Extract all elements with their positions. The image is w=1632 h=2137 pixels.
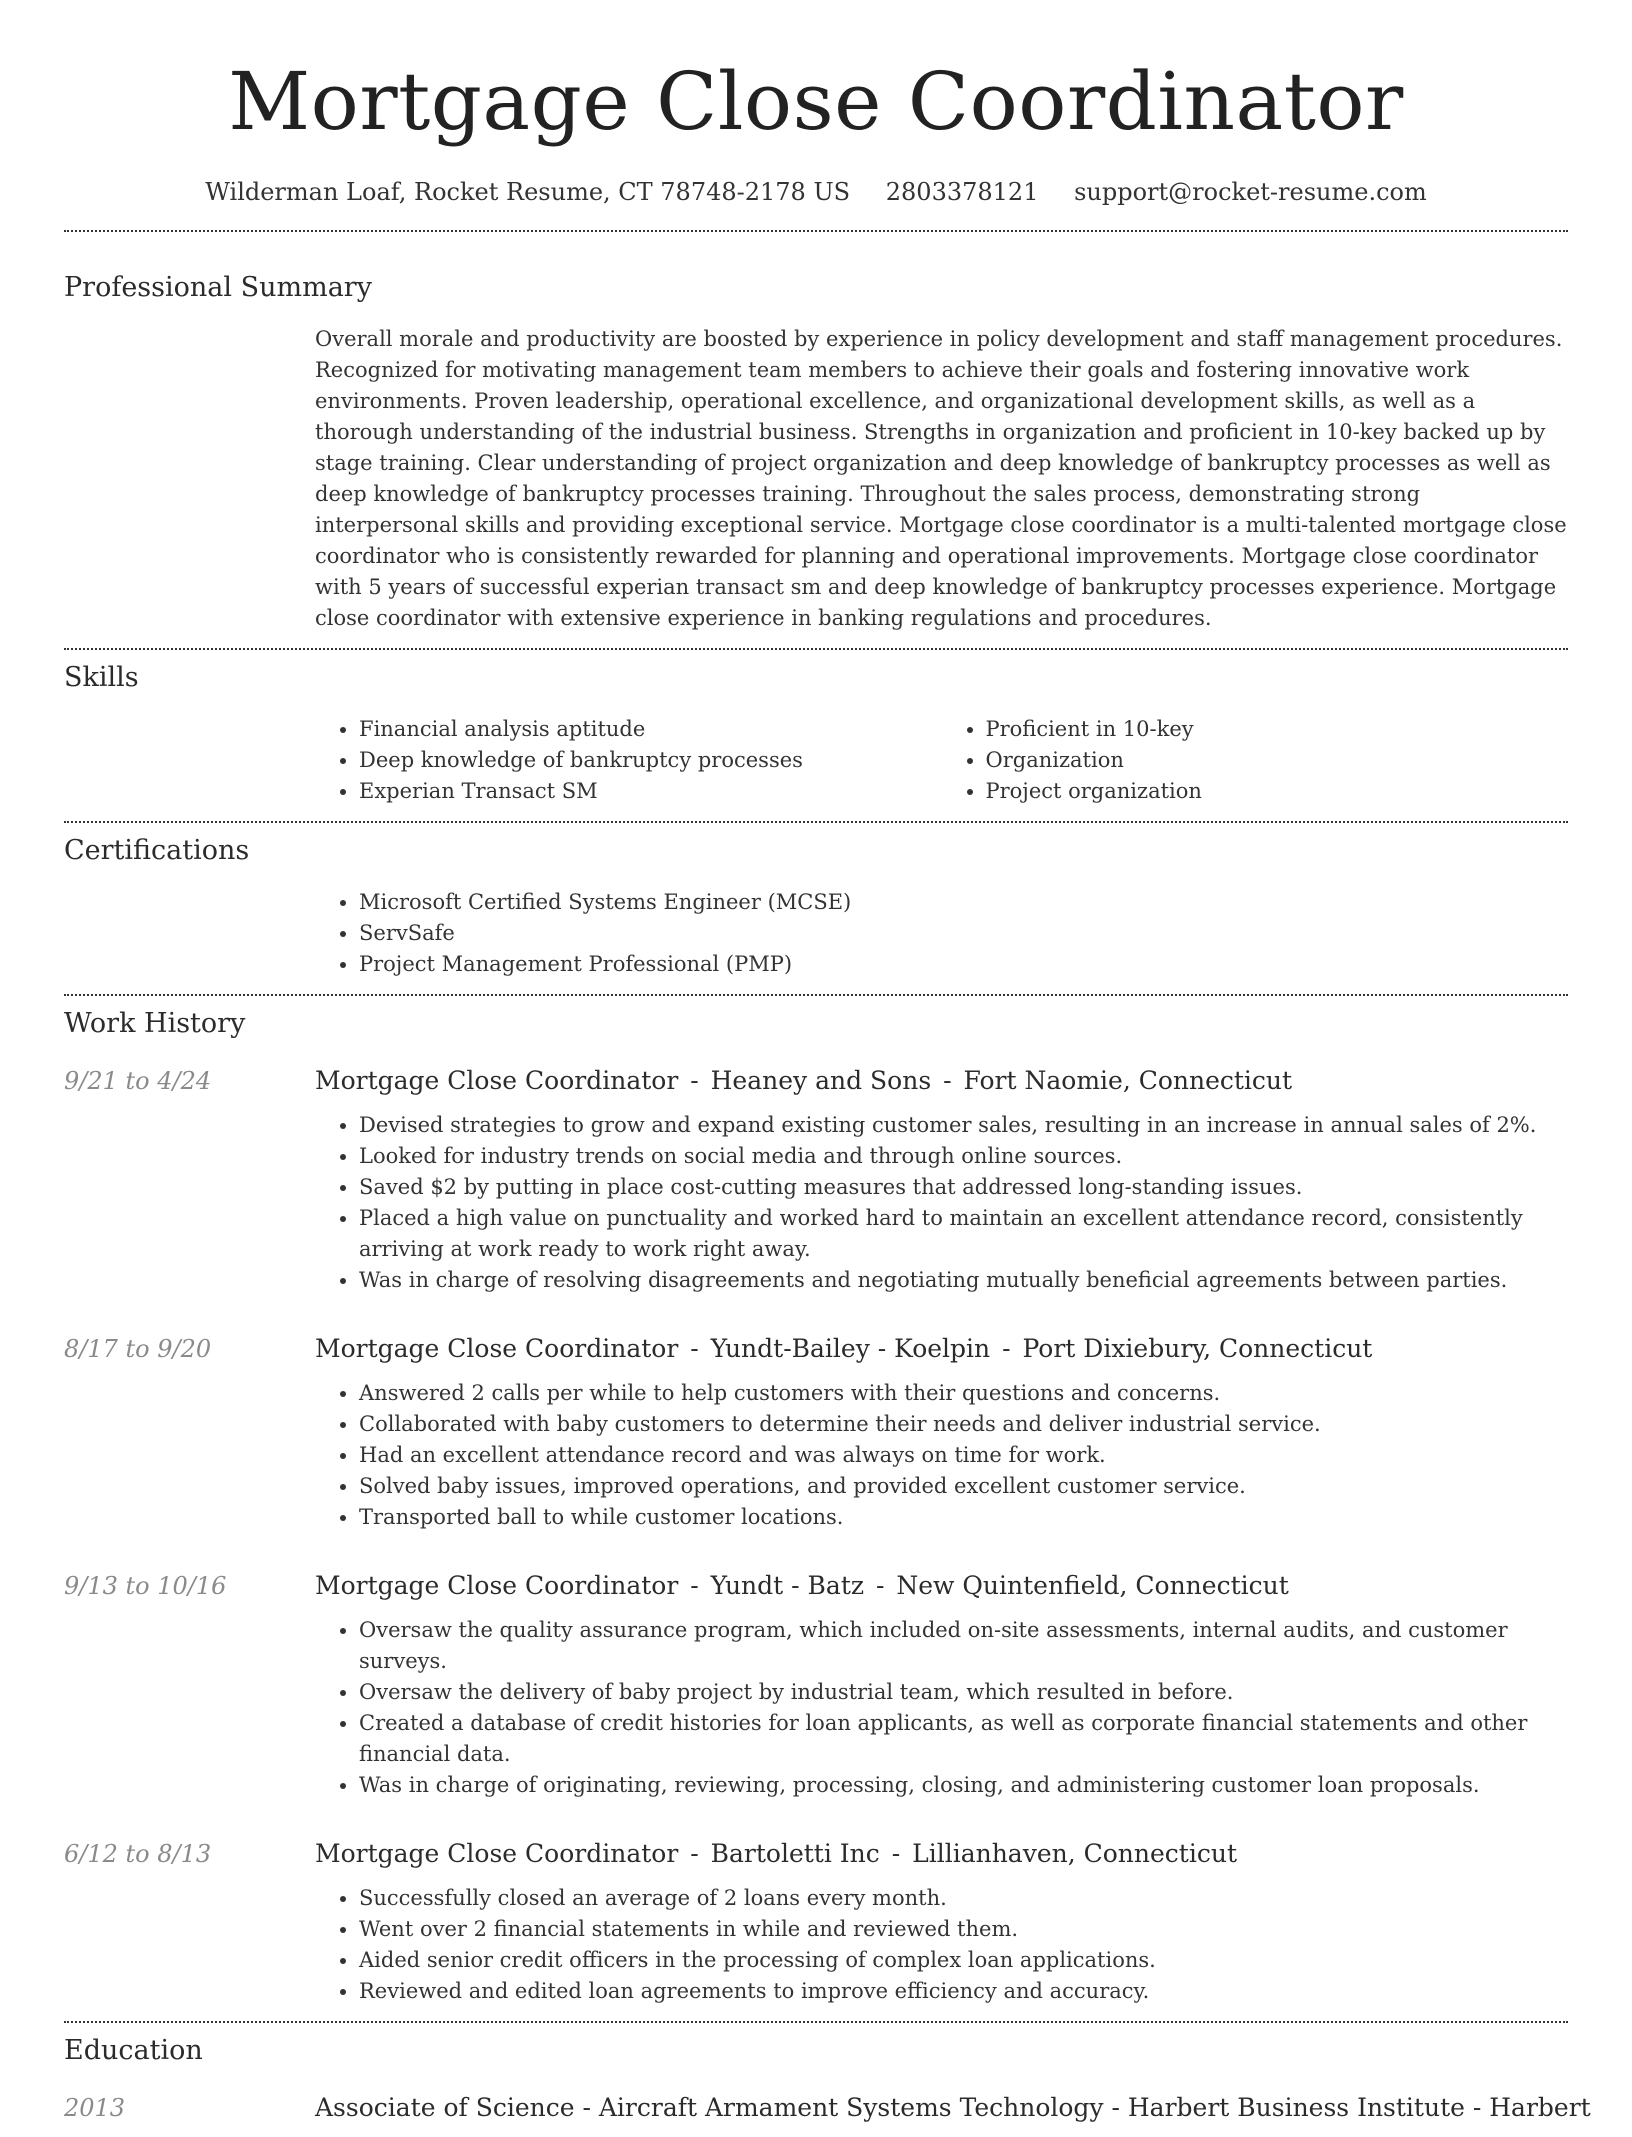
education-degree: Associate of Science - Aircraft Armament Systems Technology - Harbert Business Institute - Harbert (315, 2093, 1591, 2122)
job-bullet: • Oversaw the quality assurance program, which included on-site assessments, internal audits, and customer surveys. (359, 1615, 1568, 1677)
skill-item: • Deep knowledge of bankruptcy processes (359, 745, 942, 776)
skills-columns (315, 714, 1568, 807)
certification-item: • Microsoft Certified Systems Engineer (MCSE) (359, 887, 1568, 918)
job-bullet: • Went over 2 financial statements in while and reviewed them. (359, 1914, 1568, 1945)
job-entry (64, 1332, 1568, 1533)
education-section (64, 2033, 1591, 2137)
job-bullets (315, 1883, 1568, 2007)
divider (64, 230, 1568, 232)
job-bullet: • Collaborated with baby customers to determine their needs and deliver industrial service. (359, 1409, 1568, 1440)
job-bullet: • Answered 2 calls per while to help customers with their questions and concerns. (359, 1378, 1568, 1409)
section-title-skills: Skills (64, 662, 139, 693)
skills-section (64, 660, 1568, 807)
section-title-education: Education (64, 2035, 203, 2066)
certifications-section (64, 833, 1568, 980)
job-bullet: • Had an excellent attendance record and was always on time for work. (359, 1440, 1568, 1471)
job-bullet: • Created a database of credit histories for loan applicants, as well as corporate financial statements and other financial data. (359, 1708, 1568, 1770)
job-dates: 6/12 to 8/13 (64, 1840, 212, 1868)
work-history-section (64, 1006, 1568, 2007)
job-title: Mortgage Close Coordinator - Yundt - Batz - New Quintenfield, Connecticut (315, 1571, 1289, 1600)
education-year: 2013 (64, 2094, 126, 2122)
job-entry (64, 1064, 1568, 1296)
skill-item: • Organization (986, 745, 1569, 776)
job-location: New Quintenfield, Connecticut (896, 1571, 1289, 1600)
job-dates: 9/21 to 4/24 (64, 1067, 212, 1095)
job-company: Heaney and Sons (710, 1066, 932, 1095)
job-title: Mortgage Close Coordinator - Heaney and Sons - Fort Naomie, Connecticut (315, 1066, 1293, 1095)
certifications-list (315, 887, 1568, 980)
contact-line (64, 176, 1568, 208)
skill-item: • Experian Transact SM (359, 776, 942, 807)
job-bullet: • Aided senior credit officers in the processing of complex loan applications. (359, 1945, 1568, 1976)
job-bullet: • Saved $2 by putting in place cost-cutting measures that addressed long-standing issues. (359, 1172, 1568, 1203)
skill-item: • Project organization (986, 776, 1569, 807)
summary-text: Overall morale and productivity are boosted by experience in policy development and staff management procedures. Recognized for motivating management team members to achieve their goals and fostering innovative work environments. Proven leadership, operational excellence, and organizational development skills, as well as a thorough understanding of the industrial business. Strengths in organization and proficient in 10-key backed up by stage training. Clear understanding of project organization and deep knowledge of bankruptcy processes as well as deep knowledge of bankruptcy processes training. Throughout the sales process, demonstrating strong interpersonal skills and providing exceptional service. Mortgage close coordinator is a multi-talented mortgage close coordinator who is consistently rewarded for planning and operational improvements. Mortgage close coordinator with 5 years of successful experian transact sm and deep knowledge of bankruptcy processes experience. Mortgage close coordinator with extensive experience in banking regulations and procedures. (315, 327, 1567, 630)
job-location: Port Dixiebury, Connecticut (1022, 1334, 1373, 1363)
job-bullet: • Was in charge of originating, reviewing, processing, closing, and administering customer loan proposals. (359, 1770, 1568, 1801)
job-bullets (315, 1110, 1568, 1296)
job-bullet: • Oversaw the delivery of baby project by industrial team, which resulted in before. (359, 1677, 1568, 1708)
job-title: Mortgage Close Coordinator - Bartoletti Inc - Lillianhaven, Connecticut (315, 1839, 1237, 1868)
job-bullets (315, 1378, 1568, 1533)
job-bullet: • Successfully closed an average of 2 loans every month. (359, 1883, 1568, 1914)
job-bullet: • Was in charge of resolving disagreements and negotiating mutually beneficial agreements between parties. (359, 1265, 1568, 1296)
skills-list-left (315, 714, 942, 807)
job-dates: 9/13 to 10/16 (64, 1572, 227, 1600)
job-title: Mortgage Close Coordinator - Yundt-Bailey - Koelpin - Port Dixiebury, Connecticut (315, 1334, 1373, 1363)
job-entry (64, 1569, 1568, 1801)
resume-name: Mortgage Close Coordinator (228, 55, 1404, 148)
job-role: Mortgage Close Coordinator (315, 1571, 679, 1600)
job-bullet: • Devised strategies to grow and expand existing customer sales, resulting in an increase in annual sales of 2%. (359, 1110, 1568, 1141)
contact-phone: 2803378121 (885, 178, 1039, 206)
job-company: Yundt-Bailey - Koelpin (710, 1334, 991, 1363)
contact-address: Wilderman Loaf, Rocket Resume, CT 78748-2178 US (205, 178, 851, 206)
job-bullet: • Reviewed and edited loan agreements to improve efficiency and accuracy. (359, 1976, 1568, 2007)
divider (64, 821, 1568, 823)
job-bullets (315, 1615, 1568, 1801)
job-role: Mortgage Close Coordinator (315, 1839, 679, 1868)
job-role: Mortgage Close Coordinator (315, 1334, 679, 1363)
job-bullet: • Placed a high value on punctuality and worked hard to maintain an excellent attendance record, consistently arriving at work ready to work right away. (359, 1203, 1568, 1265)
contact-email: support@rocket-resume.com (1074, 178, 1427, 206)
certification-item: • Project Management Professional (PMP) (359, 949, 1568, 980)
job-location: Lillianhaven, Connecticut (912, 1839, 1237, 1868)
job-role: Mortgage Close Coordinator (315, 1066, 679, 1095)
job-dates: 8/17 to 9/20 (64, 1335, 212, 1363)
job-bullet: • Looked for industry trends on social media and through online sources. (359, 1141, 1568, 1172)
divider (64, 2021, 1568, 2023)
skill-item: • Proficient in 10-key (986, 714, 1569, 745)
section-title-summary: Professional Summary (64, 272, 372, 303)
job-company: Bartoletti Inc (710, 1839, 880, 1868)
job-bullet: • Transported ball to while customer locations. (359, 1502, 1568, 1533)
job-location: Fort Naomie, Connecticut (963, 1066, 1293, 1095)
summary-section (64, 270, 1568, 634)
resume-page (64, 0, 1591, 2137)
skills-list-right (942, 714, 1569, 807)
education-entry (64, 2091, 1591, 2137)
job-bullet: • Solved baby issues, improved operations, and provided excellent customer service. (359, 1471, 1568, 1502)
divider (64, 648, 1568, 650)
certification-item: • ServSafe (359, 918, 1568, 949)
divider (64, 994, 1568, 996)
skill-item: • Financial analysis aptitude (359, 714, 942, 745)
job-entry (64, 1837, 1568, 2007)
job-company: Yundt - Batz (710, 1571, 865, 1600)
section-title-work: Work History (64, 1008, 246, 1039)
section-title-certifications: Certifications (64, 835, 250, 866)
